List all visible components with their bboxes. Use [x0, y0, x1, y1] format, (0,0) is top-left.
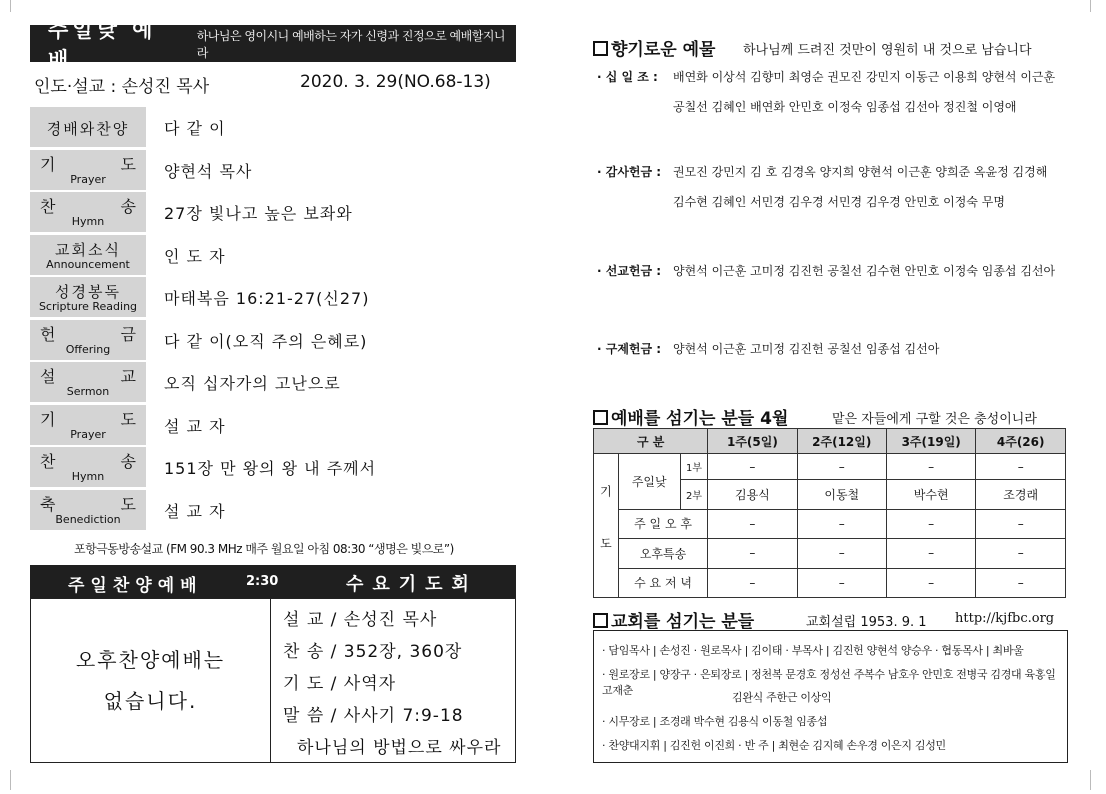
- order-label: 교: [120, 367, 136, 386]
- offering-label: · 선교헌금 :: [597, 264, 662, 278]
- crop-mark: [10, 0, 11, 12]
- offering-names: 권모진 강민지 김 호 김경옥 양지희 양현석 이근훈 양희준 옥윤정 김경해: [673, 165, 1048, 179]
- table-row: 수 요 저 녁 – – – –: [594, 568, 1066, 597]
- serve-subtitle: 맡은 자들에게 구할 것은 충성이니라: [832, 412, 1037, 427]
- order-label-en: Sermon: [66, 385, 110, 398]
- order-label-en: Hymn: [71, 215, 105, 228]
- wednesday-title: 수요기도회: [346, 574, 478, 595]
- order-label-en: Benediction: [55, 512, 121, 526]
- serve-title: 예배를 섬기는 분들 4월: [593, 404, 788, 429]
- square-icon: [593, 410, 608, 425]
- evening-box: [30, 598, 516, 763]
- offering-names: 양현석 이근훈 고미정 김진헌 공칠선 임종섭 김선아: [673, 342, 940, 356]
- order-value: 다 같 이(오직 주의 은혜로): [164, 331, 368, 351]
- wednesday-line: 하나님의 방법으로 싸우라: [297, 738, 502, 758]
- staff-line: · 시무장로 | 조경래 박수현 김용식 이동철 임종섭: [602, 715, 828, 728]
- staff-line: 김완식 주한근 이상익: [732, 691, 832, 704]
- order-row: [30, 107, 516, 150]
- serve-table: [593, 428, 1066, 598]
- order-label: 송: [120, 197, 136, 216]
- order-label: 헌: [40, 324, 56, 344]
- order-value: 설 교 자: [164, 416, 226, 436]
- offering-names: 배연화 이상석 김향미 최영순 권모진 강민지 이동근 이용희 양현석 이근훈: [673, 70, 1056, 84]
- order-label-en: Hymn: [71, 470, 105, 483]
- order-label: 금: [120, 324, 136, 344]
- wednesday-line: 설 교 / 손성진 목사: [283, 610, 438, 630]
- order-label: 축: [40, 494, 56, 514]
- order-value: 인 도 자: [164, 246, 226, 266]
- crop-mark: [1090, 770, 1091, 790]
- crop-mark: [10, 770, 11, 790]
- order-value: 27장 빛나고 높은 보좌와: [164, 204, 353, 223]
- order-label: 기: [40, 154, 56, 174]
- order-row: [30, 320, 516, 363]
- table-row: 오후특송 – – – –: [594, 539, 1066, 568]
- order-value: 151장 만 왕의 왕 내 주께서: [164, 459, 377, 478]
- staff-box: [593, 630, 1068, 763]
- order-label: 교회소식: [55, 240, 121, 259]
- order-value: 양현석 목사: [164, 161, 253, 181]
- table-row: 2부 김용식 이동철 박수현 조경래: [594, 480, 1066, 509]
- order-label: 기: [40, 409, 56, 429]
- order-value: 다 같 이: [164, 119, 226, 138]
- order-label: 찬: [40, 452, 56, 471]
- order-label-en: Prayer: [70, 172, 106, 186]
- offerings-title: 향기로운 예물: [593, 35, 715, 60]
- order-row: [30, 405, 516, 448]
- order-label: 도: [120, 409, 136, 429]
- order-value: 설 교 자: [164, 501, 226, 521]
- radio-notice: 포항극동방송설교 (FM 90.3 MHz 매주 월요일 아침 08:30 “생명은 빛으로”): [74, 542, 454, 556]
- afternoon-message: 없습니다.: [103, 689, 198, 713]
- table-header: 구 분 1주(5일) 2주(12일) 3주(19일) 4주(26): [594, 429, 1066, 454]
- order-row: [30, 490, 516, 533]
- offering-label: · 구제헌금 :: [597, 342, 662, 356]
- order-label-en: Prayer: [70, 427, 106, 441]
- order-label: 찬: [40, 197, 56, 216]
- worship-verse: 하나님은 영이시니 예배하는 자가 신령과 진정으로 예배할지니라: [196, 28, 505, 60]
- table-row: 주 일 오 후 – – – –: [594, 509, 1066, 538]
- wednesday-line: 기 도 / 사역자: [283, 674, 397, 694]
- order-label: 도: [120, 494, 136, 514]
- church-founded: 교회설립 1953. 9. 1: [806, 615, 927, 630]
- order-label: 경배와찬양: [46, 120, 130, 138]
- order-value: 오직 십자가의 고난으로: [164, 374, 341, 393]
- square-icon: [593, 613, 608, 628]
- order-label: 송: [120, 452, 136, 471]
- afternoon-message: 오후찬양예배는: [75, 648, 226, 672]
- sunday-label: 주일낮: [618, 454, 680, 510]
- order-row: [30, 192, 516, 235]
- square-icon: [593, 41, 608, 56]
- order-row: [30, 362, 516, 405]
- wednesday-line: 말 씀 / 사사기 7:9-18: [283, 706, 464, 726]
- order-label-en: Offering: [65, 342, 111, 356]
- offering-names: 김수현 김혜인 서민경 김우경 서민경 김우경 안민호 이정숙 무명: [673, 195, 1005, 209]
- table-row: 기 도 주일낮 1부 – – – –: [594, 454, 1066, 480]
- crop-mark: [1090, 0, 1091, 12]
- order-label-en: Announcement: [46, 257, 130, 271]
- worship-header: [30, 17, 516, 72]
- staff-line: · 찬양대지휘 | 김진헌 이진희 · 반 주 | 최현순 김지혜 손우경 이은지 김성민: [602, 739, 946, 752]
- evening-header: [30, 565, 516, 598]
- order-label: 성경봉독: [55, 283, 121, 301]
- church-url: http://kjfbc.org: [955, 611, 1055, 626]
- order-value: 마태복음 16:21-27(신27): [164, 289, 370, 308]
- offering-label: · 십 일 조 :: [597, 70, 658, 84]
- order-label: 도: [120, 154, 136, 174]
- afternoon-time: 2:30: [246, 574, 279, 589]
- worship-title: 주일낮 예배: [48, 17, 157, 72]
- preacher: 인도·설교 : 손성진 목사: [34, 77, 210, 97]
- offering-names: 양현석 이근훈 고미정 김진헌 공칠선 김수현 안민호 이정숙 임종섭 김선아: [673, 264, 1056, 278]
- order-label-en: Scripture Reading: [38, 300, 138, 313]
- offerings-subtitle: 하나님께 드려진 것만이 영원히 내 것으로 남습니다: [743, 43, 1032, 58]
- church-title: 교회를 섬기는 분들: [593, 607, 754, 632]
- staff-line: · 원로장로 | 양장구 · 은퇴장로 | 정천복 문경호 정성선 주복수 남호우 안민호 전병국 김경대 육홍일 고재춘: [602, 668, 1056, 697]
- order-of-worship: [30, 107, 516, 532]
- order-row: [30, 277, 516, 320]
- order-row: [30, 235, 516, 278]
- afternoon-title: 주일찬양예배: [68, 576, 203, 596]
- order-label: 설: [40, 367, 56, 386]
- divider: [270, 599, 271, 762]
- bulletin-date: 2020. 3. 29(NO.68-13): [300, 72, 491, 92]
- order-row: [30, 150, 516, 193]
- offering-label: · 감사헌금 :: [597, 165, 662, 179]
- wednesday-line: 찬 송 / 352장, 360장: [283, 642, 463, 662]
- order-row: [30, 447, 516, 490]
- offering-names: 공칠선 김혜인 배연화 안민호 이정숙 임종섭 김선아 정진철 이영애: [673, 100, 1017, 114]
- staff-line: · 담임목사 | 손성진 · 원로목사 | 김이태 · 부목사 | 김진헌 양현석 양승우 · 협동목사 | 최바울: [602, 644, 1024, 657]
- group-label: 기 도: [594, 454, 619, 598]
